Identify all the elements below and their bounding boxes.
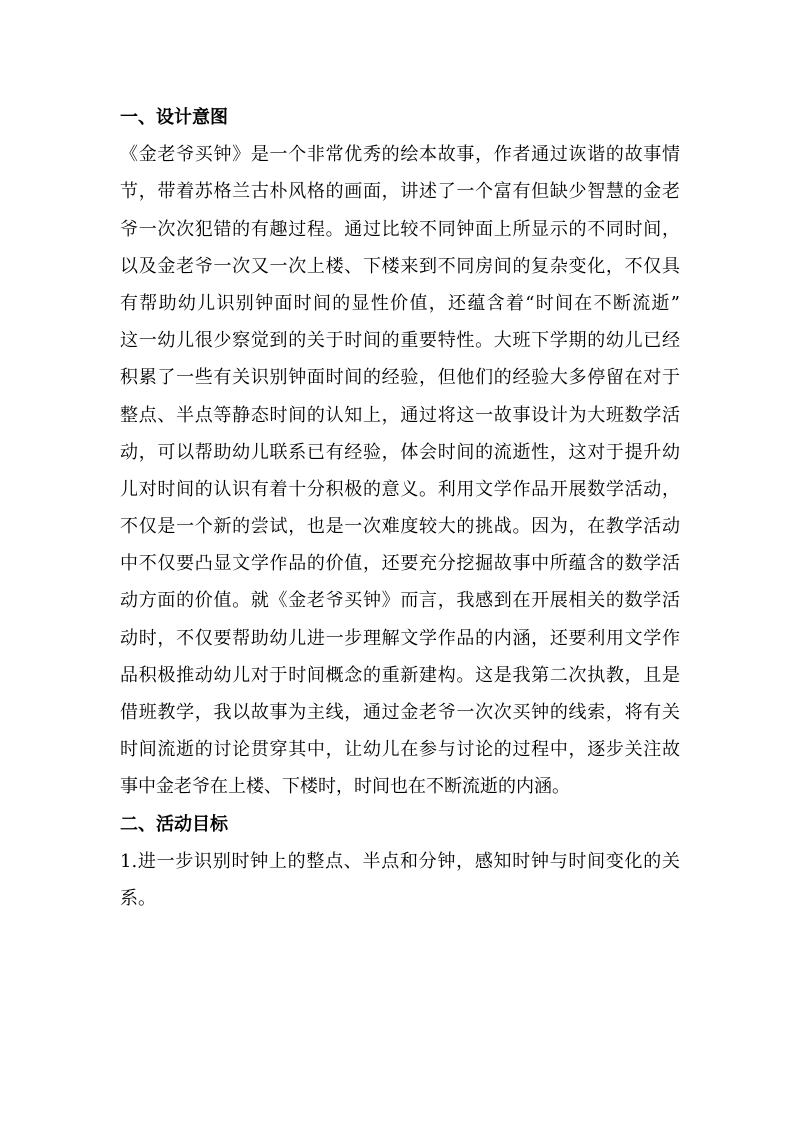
- paragraph-line: 这一幼儿很少察觉到的关于时间的重要特性。大班下学期的幼儿已经: [120, 330, 680, 352]
- paragraph-line: 动方面的价值。就《金老爷买钟》而言，我感到在开展相关的数学活: [120, 590, 680, 612]
- paragraph-line: 节，带着苏格兰古朴风格的画面，讲述了一个富有但缺少智慧的金老: [120, 181, 680, 203]
- paragraph-line: 不仅是一个新的尝试，也是一次难度较大的挑战。因为，在教学活动: [120, 516, 680, 538]
- paragraph-line: 积累了一些有关识别钟面时间的经验，但他们的经验大多停留在对于: [120, 367, 680, 389]
- activity-goal-item: [120, 848, 680, 922]
- paragraph-line: 借班教学，我以故事为主线，通过金老爷一次次买钟的线索，将有关: [120, 702, 680, 723]
- goal-line: 系。: [120, 887, 156, 909]
- paragraph-line: 品积极推动幼儿对于时间概念的重新建构。这是我第二次执教，且是: [120, 664, 680, 686]
- document-body: [120, 104, 680, 922]
- paragraph-line: 爷一次次犯错的有趣过程。通过比较不同钟面上所显示的不同时间，: [120, 218, 680, 240]
- paragraph-line: 以及金老爷一次又一次上楼、下楼来到不同房间的复杂变化，不仅具: [120, 255, 680, 277]
- paragraph-line: 事中金老爷在上楼、下楼时，时间也在不断流逝的内涵。: [120, 776, 570, 798]
- section-heading-design-intent: 一、设计意图: [120, 107, 228, 128]
- paragraph-design-intent: [120, 141, 680, 810]
- paragraph-line: 有帮助幼儿识别钟面时间的显性价值，还蕴含着“时间在不断流逝”: [120, 292, 680, 314]
- paragraph-line: 中不仅要凸显文学作品的价值，还要充分挖掘故事中所蕴含的数学活: [120, 553, 680, 575]
- paragraph-line: 《金老爷买钟》是一个非常优秀的绘本故事，作者通过诙谐的故事情: [120, 144, 680, 166]
- paragraph-line: 儿对时间的认识有着十分积极的意义。利用文学作品开展数学活动，: [120, 478, 680, 500]
- section-heading-activity-goals: 二、活动目标: [120, 813, 228, 835]
- paragraph-line: 整点、半点等静态时间的认知上，通过将这一故事设计为大班数学活: [120, 404, 680, 426]
- paragraph-line: 动时，不仅要帮助幼儿进一步理解文学作品的内涵，还要利用文学作: [120, 627, 680, 649]
- paragraph-line: 动，可以帮助幼儿联系已有经验，体会时间的流逝性，这对于提升幼: [120, 441, 680, 463]
- goal-line: 1.进一步识别时钟上的整点、半点和分钟，感知时钟与时间变化的关: [120, 850, 680, 872]
- paragraph-line: 时间流逝的讨论贯穿其中，让幼儿在参与讨论的过程中，逐步关注故: [120, 739, 680, 761]
